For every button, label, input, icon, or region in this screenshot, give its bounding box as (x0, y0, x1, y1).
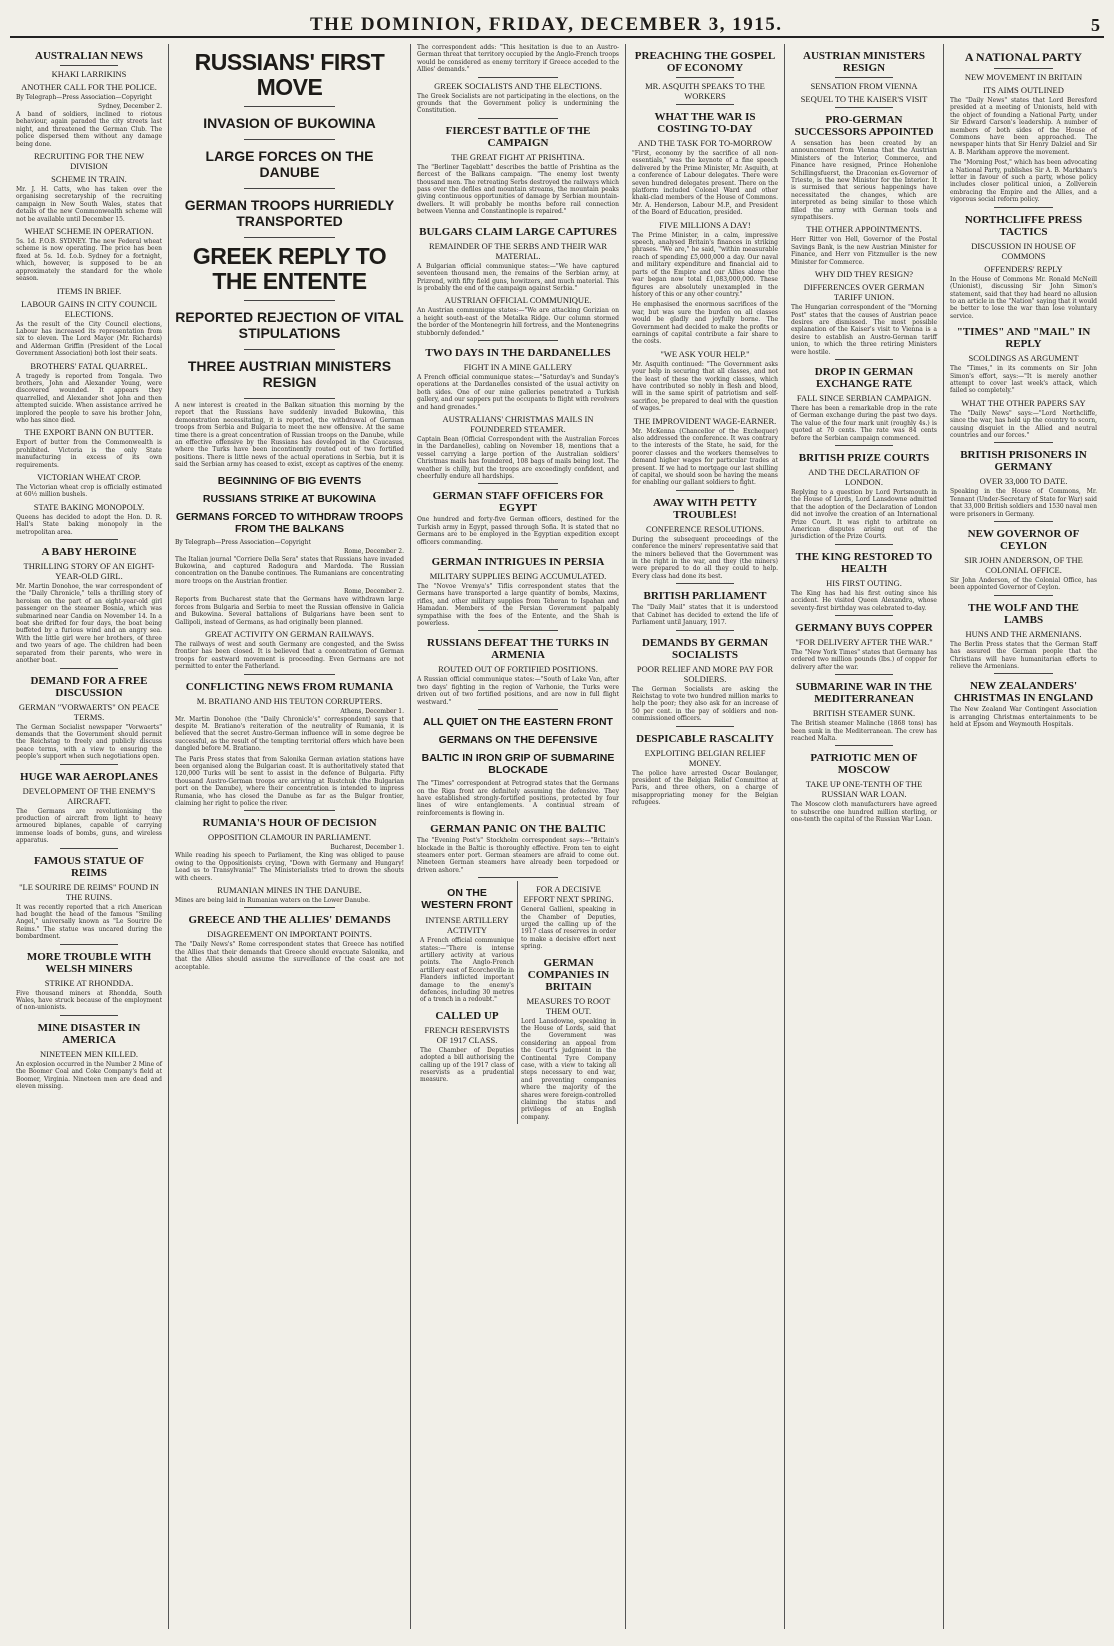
newspaper-title: THE DOMINION, FRIDAY, DECEMBER 3, 1915. (310, 14, 783, 35)
article-heading: BULGARS CLAIM LARGE CAPTURES (419, 225, 617, 238)
article-heading: GERMAN PANIC ON THE BALTIC (430, 823, 606, 836)
article-heading: "TIMES" AND "MAIL" IN REPLY (956, 326, 1091, 351)
divider (244, 139, 336, 140)
divider (835, 359, 893, 360)
article-subheading: DISAGREEMENT ON IMPORTANT POINTS. (207, 929, 372, 940)
divider (676, 104, 734, 105)
dateline: Rome, December 2. (343, 547, 404, 555)
columns (10, 44, 1104, 1629)
article-body: An Austrian communique states:—"We are attacking Gorizian on a height south-east of the Metalka Ridge. Our column stormed the border of the Montenegrin hill fortress, and the Montenegrins stubbornly defended." (417, 307, 619, 337)
article-subheading: THE OTHER APPOINTMENTS. (806, 224, 922, 235)
article-body: Reports from Bucharest state that the Germans have withdrawn large forces from Bulgaria and Serbia to meet the Russian offensive in Galicia and Bukowina. Several battalions of Bulgarians have been sent to Gallipoli, instead of Germans, as had originally been planned. (175, 596, 404, 626)
article-body: The Victorian wheat crop is officially estimated at 60½ million bushels. (16, 484, 162, 499)
article-subheading: VICTORIAN WHEAT CROP. (37, 472, 141, 482)
divider (478, 219, 559, 220)
article-subheading: MILITARY SUPPLIES BEING ACCUMULATED. (429, 571, 607, 582)
article-body: The Moscow cloth manufacturers have agreed to subscribe one hundred million sterling, or one-tenth the capital of the Russian War Loan. (791, 801, 937, 824)
headline-deck: THREE AUSTRIAN MINISTERS RESIGN (187, 358, 392, 390)
article-body: The German Socialists are asking the Reichstag to vote two hundred million marks to help the poor; they also ask for an increase of 50 per cent. in the pay of soldiers and non-commissioned officers. (632, 685, 778, 723)
article-heading: RUMANIA'S HOUR OF DECISION (202, 817, 377, 830)
article-body: The New Zealand War Contingent Association is arranging Christmas entertainments to be held at Epsom and Weymouth Hospitals. (950, 706, 1097, 729)
article-body: The "Berliner Tageblatt" describes the battle of Prishtina as the fiercest of the Balkans campaign. "The enemy lost twenty thousand men. The retreating Serbs destroyed the railways which pass over the defiles and mountain streams, the mountain peaks giving continuous opportunities of damage by Serbian mountain-dwellers. It will probably be months before rail connection between Vienna and Constantinople is repaired." (417, 163, 619, 216)
article-subheading: MEASURES TO ROOT THEM OUT. (526, 995, 611, 1016)
byline: By Telegraph—Press Association—Copyright (175, 538, 311, 546)
divider (244, 674, 336, 675)
article-heading: PREACHING THE GOSPEL OF ECONOMY (634, 50, 776, 74)
article-subheading: MR. ASQUITH SPEAKS TO THE WORKERS (645, 81, 765, 101)
article-heading: DEMAND FOR A FREE DISCUSSION (30, 674, 148, 699)
main-headline: RUSSIANS' FIRST MOVE (194, 49, 385, 100)
article-body: The Italian journal "Corriere Della Sera" states that Russians have invaded Bukowina, and captured Radogura and Mardoda. The Russian concentration on the Danube continues. The Rumanians are concentrating more troops on the Austrian frontier. (175, 555, 404, 585)
article-body: The "Novoe Vremya's" Tiflis correspondent states that the Germans have transported a large quantity of bombs, Maxims, rifles, and other military supplies from Teheran to Ispahan and Hamadan. Members of the Persian Government palpably sympathise with the foes of the Entente, and the Shah is powerless. (417, 583, 619, 628)
divider (60, 764, 118, 765)
article-body: A Bulgarian official communique states:—"We have captured seventeen thousand men, the remains of the Serbian army, at Prizrend, with fifty field guns, howitzers, and much material. This is probably the end of the campaign against Serbia." (417, 262, 619, 292)
article-body: Lord Lansdowne, speaking in the House of Lords, said that the Government was considering an appeal from the Court's judgment in the Continental Tyre Company case, with a view to taking all steps necessary to end war, and preventing companies where the majority of the shares were foreign-controlled claiming the status and privileges of an English company. (521, 1017, 616, 1121)
article-heading: NORTHCLIFFE PRESS TACTICS (964, 213, 1083, 238)
article-body: An explosion occurred in the Number 2 Mine of the Boomer Coal and Coke Company's field at Boomer, Virginia. Nineteen men are dead and eleven missing. (16, 1060, 162, 1091)
article-subheading: M. BRATIANO AND HIS TEUTON CORRUPTERS. (196, 695, 383, 706)
divider (478, 77, 559, 78)
divider (835, 445, 893, 446)
divider (60, 668, 118, 669)
article-subheading: POOR RELIEF AND MORE PAY FOR SOLDIERS. (636, 663, 774, 684)
headline-deck: GERMAN TROOPS HURRIEDLY TRANSPORTED (184, 197, 395, 229)
article-subheading: "WE ASK YOUR HELP." (660, 348, 750, 359)
article-subheading: CONFERENCE RESOLUTIONS. (645, 523, 765, 534)
headline-deck: INVASION OF BUKOWINA (203, 115, 376, 131)
column-gospel-of-economy (626, 44, 785, 1629)
article-body: One hundred and forty-five German officers, destined for the Turkish army in Egypt, passed through Sofia. It is stated that no Germans are to be employed in the Egyptian expedition except officers commanding. (417, 516, 619, 546)
article-heading: NEW GOVERNOR OF CEYLON (967, 528, 1080, 552)
article-subheading: ITEMS IN BRIEF. (56, 285, 122, 296)
article-body: The Greek Socialists are not participating in the elections, on the grounds that the Government policy is undermining the Constitution. (417, 92, 619, 115)
article-body: A French official communique states:—"Saturday's and Sunday's operations at the Dardanelles consisted of the usual activity on both sides. One of our mine galleries penetrated a Turkish gallery, and our sappers put the occupants to flight with revolvers and hand grenades." (417, 373, 619, 411)
article-heading: A BABY HEROINE (41, 546, 137, 559)
divider (478, 340, 559, 341)
article-body: During the subsequent proceedings of the conference the miners' representative said that the miners believed that the Government was in the right in the war, and they (the miners) were prepared to do all they could to help. Every class had done its best. (632, 535, 778, 580)
column-war-news (411, 44, 626, 1629)
article-heading: RUSSIANS DEFEAT THE TURKS IN ARMENIA (427, 637, 609, 662)
spring-effort-section (518, 881, 619, 1124)
article-subheading: ROUTED OUT OF FORTIFIED POSITIONS. (438, 664, 598, 675)
divider (478, 118, 559, 119)
article-subheading: FIGHT IN A MINE GALLERY (463, 361, 573, 372)
article-heading: FIERCEST BATTLE OF THE CAMPAIGN (445, 124, 591, 149)
article-subheading: FRENCH RESERVISTS OF 1917 CLASS. (424, 1024, 510, 1045)
article-body: Mr. J. H. Catts, who has taken over the organising secretaryship of the recruiting campaign in New South Wales, states that details of the new Commonwealth scheme will not be available until December 15. (16, 186, 162, 223)
article-body: The "Morning Post," which has been advocating a National Party, publishes Sir A. B. Markham's letter in favour of such a party, whose policy includes closer political union, a Zollverein embracing the Empire and the Allies, and a vigorous social reform policy. (950, 159, 1097, 204)
headline-deck: GERMANS ON THE DEFENSIVE (438, 734, 598, 747)
article-body: The "Evening Post's" Stockholm correspondent says:—"Britain's blockade in the Baltic is thoroughly effective. From ten to eight steamers enter port. German steamers are afraid to come out. Nineteen German steamers have already been torpedoed or driven ashore." (417, 837, 619, 874)
divider (835, 77, 893, 78)
divider (994, 521, 1053, 522)
article-body: The "Times" correspondent at Petrograd states that the Germans on the Riga front are definitely assuming the defensive. They have established strongly-fortified positions, protected by four lines of wire entanglements. A continual stream of reinforcements is flowing in. (417, 780, 619, 817)
masthead (10, 6, 1104, 38)
article-heading: TWO DAYS IN THE DARDANELLES (425, 346, 611, 359)
article-body: 5s. 1d. F.O.B. SYDNEY. The new Federal wheat scheme is now operating. The price has been fixed at 5s. 1d. f.o.b. Sydney for a fortnight, which, however, is supposed to be an approximately the standard for the whole season. (16, 238, 162, 283)
article-body: The King has had his first outing since his accident. He visited Queen Alexandra, whose seventy-first birthday was celebrated to-day. (791, 589, 937, 612)
article-subheading: HIS FIRST OUTING. (826, 577, 902, 588)
article-subheading: SCOLDINGS AS ARGUMENT (968, 353, 1079, 364)
article-subheading: ANOTHER CALL FOR THE POLICE. (21, 82, 157, 92)
article-subheading: REMAINDER OF THE SERBS AND THEIR WAR MATERIAL. (428, 240, 608, 261)
article-heading: GERMANY BUYS COPPER (795, 622, 933, 635)
article-subheading: STRIKE AT RHONDDA. (44, 977, 134, 988)
article-subheading: AUSTRIAN OFFICIAL COMMUNIQUE. (444, 295, 592, 306)
article-heading: PRO-GERMAN SUCCESSORS APPOINTED (794, 114, 934, 138)
dateline: Sydney, December 2. (97, 103, 162, 110)
article-heading: A NATIONAL PARTY (964, 50, 1083, 64)
article-body: Mines are being laid in Rumanian waters on the Lower Danube. (175, 897, 371, 905)
article-subheading: BRITISH STEAMER SUNK. (812, 708, 916, 719)
divider (478, 709, 559, 710)
article-heading: MINE DISASTER IN AMERICA (37, 1021, 141, 1046)
divider (676, 77, 734, 78)
article-subheading: THE GREAT FIGHT AT PRISHTINA. (451, 151, 585, 162)
article-heading: NEW ZEALANDERS' CHRISTMAS IN ENGLAND (953, 680, 1094, 705)
article-subheading: SENSATION FROM VIENNA (810, 81, 918, 91)
article-heading: GREECE AND THE ALLIES' DEMANDS (188, 914, 391, 927)
article-body: A sensation has been created by an announcement from Vienna that the Austrian Ministers of the Interior, Commerce, and Finance have resigned, Prince Hohenlohe Schillingsfuerst, the Draconian ex-Governor of Trieste, is the new Minister for the Interior. It is surmised that serious happenings have necessitated the changes, which are interpreted as being similar to those which filled the army with German tools and sympathisers. (791, 140, 937, 222)
divider (244, 349, 336, 350)
article-body: Queens has decided to adopt the Hon. D. R. Hall's State baking monopoly in the metropolitan area. (16, 513, 162, 536)
divider (835, 745, 893, 746)
headline-deck: ALL QUIET ON THE EASTERN FRONT (423, 716, 613, 729)
article-body: The correspondent adds: "This hesitation is due to an Austro-German threat that territory occupied by the Anglo-French troops would be considered as enemy territory if Greece acceded to the Allies' demands." (417, 44, 619, 74)
article-body: The police have arrested Oscar Boulanger, president of the Belgian Relief Committee at Paris, and three others, on a charge of misappropriating money for the Belgian refugees. (632, 769, 778, 807)
article-body: The Germans are revolutionising the production of aircraft from light to heavy armoured biplanes, capable of carrying immense loads of bombs, guns, and wireless apparatus. (16, 807, 162, 845)
article-body: A tragedy is reported from Tongala. Two brothers, John and Alexander Young, were discovered wounded. It appears they quarrelled, and Alexander shot John and then attempted suicide. When assistance arrived he implored the people to save his brother John, who has since died. (16, 372, 162, 424)
article-body: The "Times," in its comments on Sir John Simon's effort, says:—"It is merely another attempt to cover last week's attack, which failed so completely." (950, 365, 1097, 395)
divider (244, 300, 336, 301)
article-subheading: FIVE MILLIONS A DAY! (659, 219, 751, 230)
article-subheading: "FOR DELIVERY AFTER THE WAR." (795, 637, 933, 648)
article-body: While reading his speech to Parliament, the King was obliged to pause owing to the Oppositionists crying, "Down with Germany and Hungary! Lead us to Transylvania!" The Ministerialists tried to drown the shouts with cheers. (175, 852, 404, 882)
article-heading: HUGE WAR AEROPLANES (20, 770, 158, 783)
article-subheading: DEVELOPMENT OF THE ENEMY'S AIRCRAFT. (22, 785, 156, 806)
column-austrian-ministers (785, 44, 944, 1629)
article-subheading: DISCUSSION IN HOUSE OF COMMONS (971, 240, 1076, 261)
headline-deck: BALTIC IN IRON GRIP OF SUBMARINE BLOCKADE (421, 752, 615, 777)
article-subheading: GREEK SOCIALISTS AND THE ELECTIONS. (434, 80, 602, 91)
article-body: The "Daily News" states that Lord Beresford presided at a meeting of Unionists, held with the object of founding a National Party, under Sir Edward Carson's leadership. A number of members of both sides of the House of Commons have been approached. The newspaper hints that Sir Henry Dalziel and Sir A. B. Markham approve the movement. (950, 97, 1097, 156)
article-subheading: NEW MOVEMENT IN BRITAIN (964, 72, 1083, 82)
article-body: A new interest is created in the Balkan situation this morning by the report that the Russians have suddenly invaded Bukowina, this demonstration necessitating, it is reported, the withdrawal of German troops from Serbia and Bulgaria to meet the new offensive. At the same time there is a great concentration of Russian troops on the Danube, while an effective offensive by the Russians has developed in the Caucasus, where the Turks have been incontinently routed out of two fortified positions. There is little news of the actual operations in Serbia, but it is said the Serbian army has ceased to exist, except as captives of the enemy. (175, 402, 404, 469)
western-front-section (417, 881, 518, 1124)
article-heading: GERMAN COMPANIES IN BRITAIN (527, 956, 610, 993)
article-body: It was recently reported that a rich American had bought the head of the famous "Smiling Angel," universally known as "Le Sourire De Reims." The statue was uncared during the bombardment. (16, 903, 162, 941)
article-heading: AWAY WITH PETTY TROUBLES! (652, 496, 758, 521)
column-russians-first-move (169, 44, 411, 1629)
divider (60, 944, 118, 945)
divider (994, 595, 1053, 596)
divider (676, 490, 734, 491)
article-body: The "Daily News's" Rome correspondent states that Greece has notified the Allies that their demands that Greece should evacuate Salonika, and that the Allies should assume the surveillance of the coast are not acceptable. (175, 941, 404, 971)
article-body: In the House of Commons Mr. Ronald McNeill (Unionist), discussing Sir John Simon's statement, said that they had heard no allusion to an article in the "Nation" saying that it would be better to lose the war than lose voluntary service. (950, 275, 1097, 320)
article-heading: GERMAN STAFF OFFICERS FOR EGYPT (432, 490, 604, 515)
article-subheading: THE IMPROVIDENT WAGE-EARNER. (633, 415, 777, 426)
article-body: A band of soldiers, inclined to riotous behaviour, again paraded the city streets last night, and threatened the German Club. The police dispersed them without any damage being done. (16, 111, 162, 148)
divider (676, 630, 734, 631)
page-number: 5 (1091, 15, 1100, 35)
article-subheading: FOR A DECISIVE EFFORT NEXT SPRING. (523, 884, 614, 905)
article-subheading: OFFENDERS' REPLY (984, 263, 1063, 274)
article-body: A Russian official communique states:—"South of Lake Van, after two days' fighting in the region of Varhonie, the Turks were driven out of two fortified positions, and are now in full flight westward." (417, 676, 619, 706)
headline-deck: REPORTED REJECTION OF VITAL STIPULATIONS (175, 309, 404, 341)
divider (835, 544, 893, 545)
article-body: As the result of the City Council elections, Labour has increased its representation from six to eleven. The Lord Mayor (Mr. Richards) and Alderman Griffin (President of the Local Government Association) both lost their seats. (16, 320, 162, 358)
article-heading: THE KING RESTORED TO HEALTH (795, 550, 933, 575)
article-subheading: GREAT ACTIVITY ON GERMAN RAILWAYS. (205, 628, 374, 639)
divider (478, 877, 559, 878)
article-body: The German Socialist newspaper "Vorwaerts" demands that the Government should permit the Reichstag to freely and publicly discuss peace terms, with a view to ensuring the people's support when such negotiations open. (16, 723, 162, 761)
article-subheading: AUSTRALIANS' CHRISTMAS MAILS IN FOUNDERED STEAMER. (442, 413, 594, 434)
article-heading: DEMANDS BY GERMAN SOCIALISTS (641, 636, 769, 661)
article-subheading: INTENSE ARTILLERY ACTIVITY (425, 915, 509, 936)
article-subheading: RUMANIAN MINES IN THE DANUBE. (217, 885, 362, 896)
divider (60, 848, 118, 849)
article-body: A French official communique states:—"There is intense artillery activity at various points. The Anglo-French artillery east of Ecorcheville in Flanders inflicted important damage to the enemy's defences, including 30 metres of a trench in a redoubt." (420, 937, 514, 1004)
article-body: The Hungarian correspondent of the "Morning Post" states that the causes of Austrian peace desires are dismissed. The most possible explanation of the Kaiser's visit to Vienna is a desire to establish an Austro-German tariff union, to which the three retiring Ministers were hostile. (791, 304, 937, 356)
article-subheading: GERMAN "VORWAERTS" ON PEACE TERMS. (18, 701, 160, 722)
article-body: The "Daily Mail" states that it is understood that Cabinet has decided to extend the life of Parliament until January, 1917. (632, 604, 778, 627)
article-subheading: KHAKI LARRIKINS (51, 69, 127, 79)
article-subheading: WHY DID THEY RESIGN? (814, 269, 914, 280)
article-subheading: EXPLOITING BELGIAN RELIEF MONEY. (644, 747, 766, 768)
article-body: "First, economy by the sacrifice of all non-essentials," was the keynote of a fine speech delivered by the Prime Minister, Mr. Asquith, at a conference of Labour delegates. There were seven hundred delegates present. There on the platform included Colonel Ward and other khaki-clad members of the House of Commons. Mr. A. Henderson, Labour M.P., and President of the Board of Education, presided. (632, 150, 778, 217)
divider (994, 673, 1053, 674)
dateline: Rome, December 2. (343, 588, 404, 596)
divider (835, 674, 893, 675)
column-australian-news (10, 44, 169, 1629)
article-heading: BRITISH PARLIAMENT (643, 590, 767, 603)
divider (676, 726, 734, 727)
divider (835, 107, 893, 108)
article-heading: GERMAN INTRIGUES IN PERSIA (431, 556, 605, 569)
article-subheading: BROTHERS' FATAL QUARREL. (30, 360, 148, 371)
article-body: Mr. McKenna (Chancellor of the Exchequer) also addressed the conference. It was contrary to the interests of the State, he said, for the poorer classes and the workers themselves to demand higher wages for particular trades at present. If we had to mortgage our last shilling of capital, we should soon be having the means for enabling our gallant soldiers to fight. (632, 427, 778, 487)
byline: By Telegraph—Press Association—Copyright (16, 94, 152, 101)
article-body: There has been a remarkable drop in the rate of German exchange during the past two days. The value of the four mark unit (roughly 4s.) is quoted at 70 cents. The rate was 84 cents before the Serbian campaign commenced. (791, 404, 937, 442)
article-subheading: HUNS AND THE ARMENIANS. (965, 628, 1082, 639)
divider (478, 549, 559, 550)
divider (60, 539, 118, 540)
article-body: Export of butter from the Commonwealth is prohibited. Victoria is the only State manufacturing in excess of its own requirements. (16, 439, 162, 469)
dateline: Bucharest, December 1. (330, 844, 404, 852)
column-national-party (944, 44, 1103, 1629)
article-heading: DROP IN GERMAN EXCHANGE RATE (814, 365, 914, 390)
divider (244, 188, 336, 189)
article-body: He emphasised the enormous sacrifices of the war, but was sure the burden on all classes would be gladly and joyfully borne. The Government had decided to make the profits or earnings of capital contribute a fair share to the costs. (632, 301, 778, 346)
article-heading: DESPICABLE RASCALITY (636, 732, 774, 745)
article-heading: THE WOLF AND THE LAMBS (968, 601, 1079, 626)
article-subheading: OVER 33,000 TO DATE. (979, 476, 1068, 487)
article-body: The British steamer Malinche (1868 tons) has been sunk in the Mediterranean. The crew has reached Malta. (791, 720, 937, 743)
article-subheading: SCHEME IN TRAIN. (51, 174, 127, 185)
article-heading: CONFLICTING NEWS FROM RUMANIA (185, 680, 394, 693)
article-heading: GERMANS FORCED TO WITHDRAW TROOPS FROM THE BALKANS (175, 510, 404, 535)
divider (244, 106, 336, 107)
article-body: Speaking in the House of Commons, Mr. Tennant (Under-Secretary of State for War) said that 33,000 British soldiers and 1530 naval men were prisoners in Germany. (950, 488, 1097, 518)
article-heading: WHAT THE WAR IS COSTING TO-DAY (654, 111, 756, 135)
article-subheading: ITS AIMS OUTLINED (983, 85, 1064, 95)
article-body: The Prime Minister, in a calm, impressive speech, analysed Britain's finances in striking phrases. "We are," he said, "within measurable reach of spending £5,000,000 a day. Our naval and military expenditure and financial aid to parts of the Empire and our Allies alone the war began now total £1,083,000,000. These figures are absolutely unexampled in the history of this or any other country." (632, 231, 778, 298)
article-body: Herr Ritter von Hell, Governor of the Postal Savings Bank, is the new Austrian Minister for Finance, and Herr von Fitzmuller is the new Minister for Commerce. (791, 236, 937, 266)
article-body: The Chamber of Deputies adopted a bill authorising the calling up of the 1917 class of reservists as a prudential measure. (420, 1046, 514, 1084)
article-body: Mr. Martin Donohoe, the war correspondent of the "Daily Chronicle," tells a thrilling story of heroism on the part of an eight-year-old girl passenger on the steamer Bosnia, which was submarined near Candia on November 14. In a boat she drifted for four days, the boat being buffeted by a furious wind and an angry sea. With the little girl were her brothers, of three and two years of age. The children had been separated from their parents, who were in another boat. (16, 583, 162, 665)
headline-deck: GREEK REPLY TO THE ENTENTE (192, 243, 387, 294)
article-body: The "New York Times" states that Germany has ordered two million pounds (lbs.) of copper for delivery after the war. (791, 649, 937, 671)
divider (994, 207, 1053, 208)
article-subheading: AND THE TASK FOR TO-MORROW (637, 138, 773, 148)
divider (676, 583, 734, 584)
article-subheading: RECRUITING FOR THE NEW DIVISION (33, 151, 145, 172)
article-heading: AUSTRIAN MINISTERS RESIGN (803, 50, 925, 74)
article-subheading: TAKE UP ONE-TENTH OF THE RUSSIAN WAR LOAN. (805, 779, 923, 800)
newspaper-page (10, 6, 1104, 1630)
article-heading: BRITISH PRIZE COURTS (798, 451, 930, 464)
article-subheading: NINETEEN MEN KILLED. (40, 1048, 138, 1059)
divider (478, 483, 559, 484)
article-heading: MORE TROUBLE WITH WELSH MINERS (26, 950, 152, 975)
divider (244, 237, 336, 238)
article-subheading: FALL SINCE SERBIAN CAMPAIGN. (796, 392, 932, 403)
article-body: Sir John Anderson, of the Colonial Office, has been appointed Governor of Ceylon. (950, 577, 1097, 592)
article-heading: FAMOUS STATUE OF REIMS (33, 854, 144, 879)
divider (244, 398, 336, 399)
divider (60, 1015, 118, 1016)
article-body: Replying to a question by Lord Portsmouth in the House of Lords, Lord Lansdowne admitted that the adoption of the Declaration of London did not involve the creation of an International Prize Court. It was right to arbitrate on American disputes arising out of the jurisdiction of the Prize Courts. (791, 488, 937, 541)
article-heading: CALLED UP (435, 1009, 499, 1022)
article-subheading: AND THE DECLARATION OF LONDON. (808, 466, 920, 487)
article-heading: BRITISH PRISONERS IN GERMANY (960, 449, 1087, 474)
article-subheading: WHEAT SCHEME IN OPERATION. (24, 226, 154, 237)
divider (244, 907, 336, 908)
article-subheading: THE EXPORT BANN ON BUTTER. (24, 427, 154, 438)
headline-deck: LARGE FORCES ON THE DANUBE (205, 148, 374, 180)
divider (60, 65, 118, 66)
article-body: Captain Bean (Official Correspondent with the Australian Forces in the Dardanelles), cabling on November 18, mentions that a vessel carrying a large portion of the Australian soldiers' Christmas mails has foundered, 108 bags of mails being lost. The weather is chilly, but the troops are exceedingly confident, and cheerfully endure all hardships. (417, 435, 619, 480)
article-heading: SUBMARINE WAR IN THE MEDITERRANEAN (795, 681, 933, 706)
article-subheading: LABOUR GAINS IN CITY COUNCIL ELECTIONS. (21, 298, 157, 319)
article-body: The "Daily News" says:—"Lord Northcliffe, since the war, has held up the country to scorn, causing disquiet in the Allied and neutral countries and our forces." (950, 409, 1097, 439)
article-subheading: WHAT THE OTHER PAPERS SAY (961, 397, 1086, 408)
article-body: General Gallieni, speaking in the Chamber of Deputies, urged the calling up of the 1917 class of reserves in order to make a decisive effort next spring. (521, 906, 616, 951)
divider (994, 442, 1053, 443)
article-subheading: "LE SOURIRE DE REIMS" FOUND IN THE RUINS. (19, 881, 159, 902)
article-body: Mr. Martin Donohoe (the "Daily Chronicle's" correspondent) says that despite M. Bratiano's reiteration of the neutrality of Rumania, it is believed that the secret Austro-German influence will in some degree be successful, as the result of the tempting territorial offers which have been dangled before M. Bratiano. (175, 715, 404, 753)
article-heading: RUSSIANS STRIKE AT BUKOWINA (202, 492, 377, 505)
divider (994, 68, 1053, 69)
article-body: Five thousand miners at Rhondda, South Wales, have struck because of the employment of non-unionists. (16, 989, 162, 1012)
article-body: The Berlin Press states that the German Staff has assured the German people that the Christians will have humanitarian efforts to relieve the Armenians. (950, 640, 1097, 671)
article-heading: BEGINNING OF BIG EVENTS (217, 474, 362, 487)
article-subheading: SEQUEL TO THE KAISER'S VISIT (800, 94, 928, 104)
bottom-split-section (417, 881, 619, 1124)
article-heading: PATRIOTIC MEN OF MOSCOW (810, 752, 918, 777)
divider (244, 810, 336, 811)
article-body: The Paris Press states that from Salonika German aviation stations have been organised along the Bulgarian coast. It is authoritatively stated that 120,000 Turks will be sent to assist in the defence of Bulgaria. Fifty thousand Austro-German troops are arriving at Rustchuk (the Bulgarian port on the Danube), where their concentration is intended to impress Rumania, who has closed the Danube as far as the Bulgar frontier, claiming her right to police the river. (175, 755, 404, 807)
article-subheading: THRILLING STORY OF AN EIGHT-YEAR-OLD GIRL. (23, 561, 155, 582)
article-heading: ON THE WESTERN FRONT (421, 887, 513, 912)
article-body: The railways of west and south Germany are congested, and the Swiss frontier has been closed. It is believed that a concentration of German troops for eastward movement is proceeding. Even Germans are not permitted to enter the Fatherland. (175, 640, 404, 671)
article-subheading: SIR JOHN ANDERSON, OF THE COLONIAL OFFICE. (964, 555, 1083, 575)
divider (835, 615, 893, 616)
article-subheading: STATE BAKING MONOPOLY. (33, 501, 145, 512)
article-heading: AUSTRALIAN NEWS (35, 50, 143, 62)
divider (478, 630, 559, 631)
article-subheading: OPPOSITION CLAMOUR IN PARLIAMENT. (208, 832, 371, 843)
article-subheading: DIFFERENCES OVER GERMAN TARIFF UNION. (803, 282, 925, 303)
dateline: Athens, December 1. (340, 707, 404, 715)
article-body: Mr. Asquith continued: "The Government asks your help in securing that all classes, and not the least of these the working classes, which have contributed so nobly in flesh and blood, will in the same spirit of patriotism and self-sacrifice, be prepared to deal with the question of wages." (632, 360, 778, 413)
